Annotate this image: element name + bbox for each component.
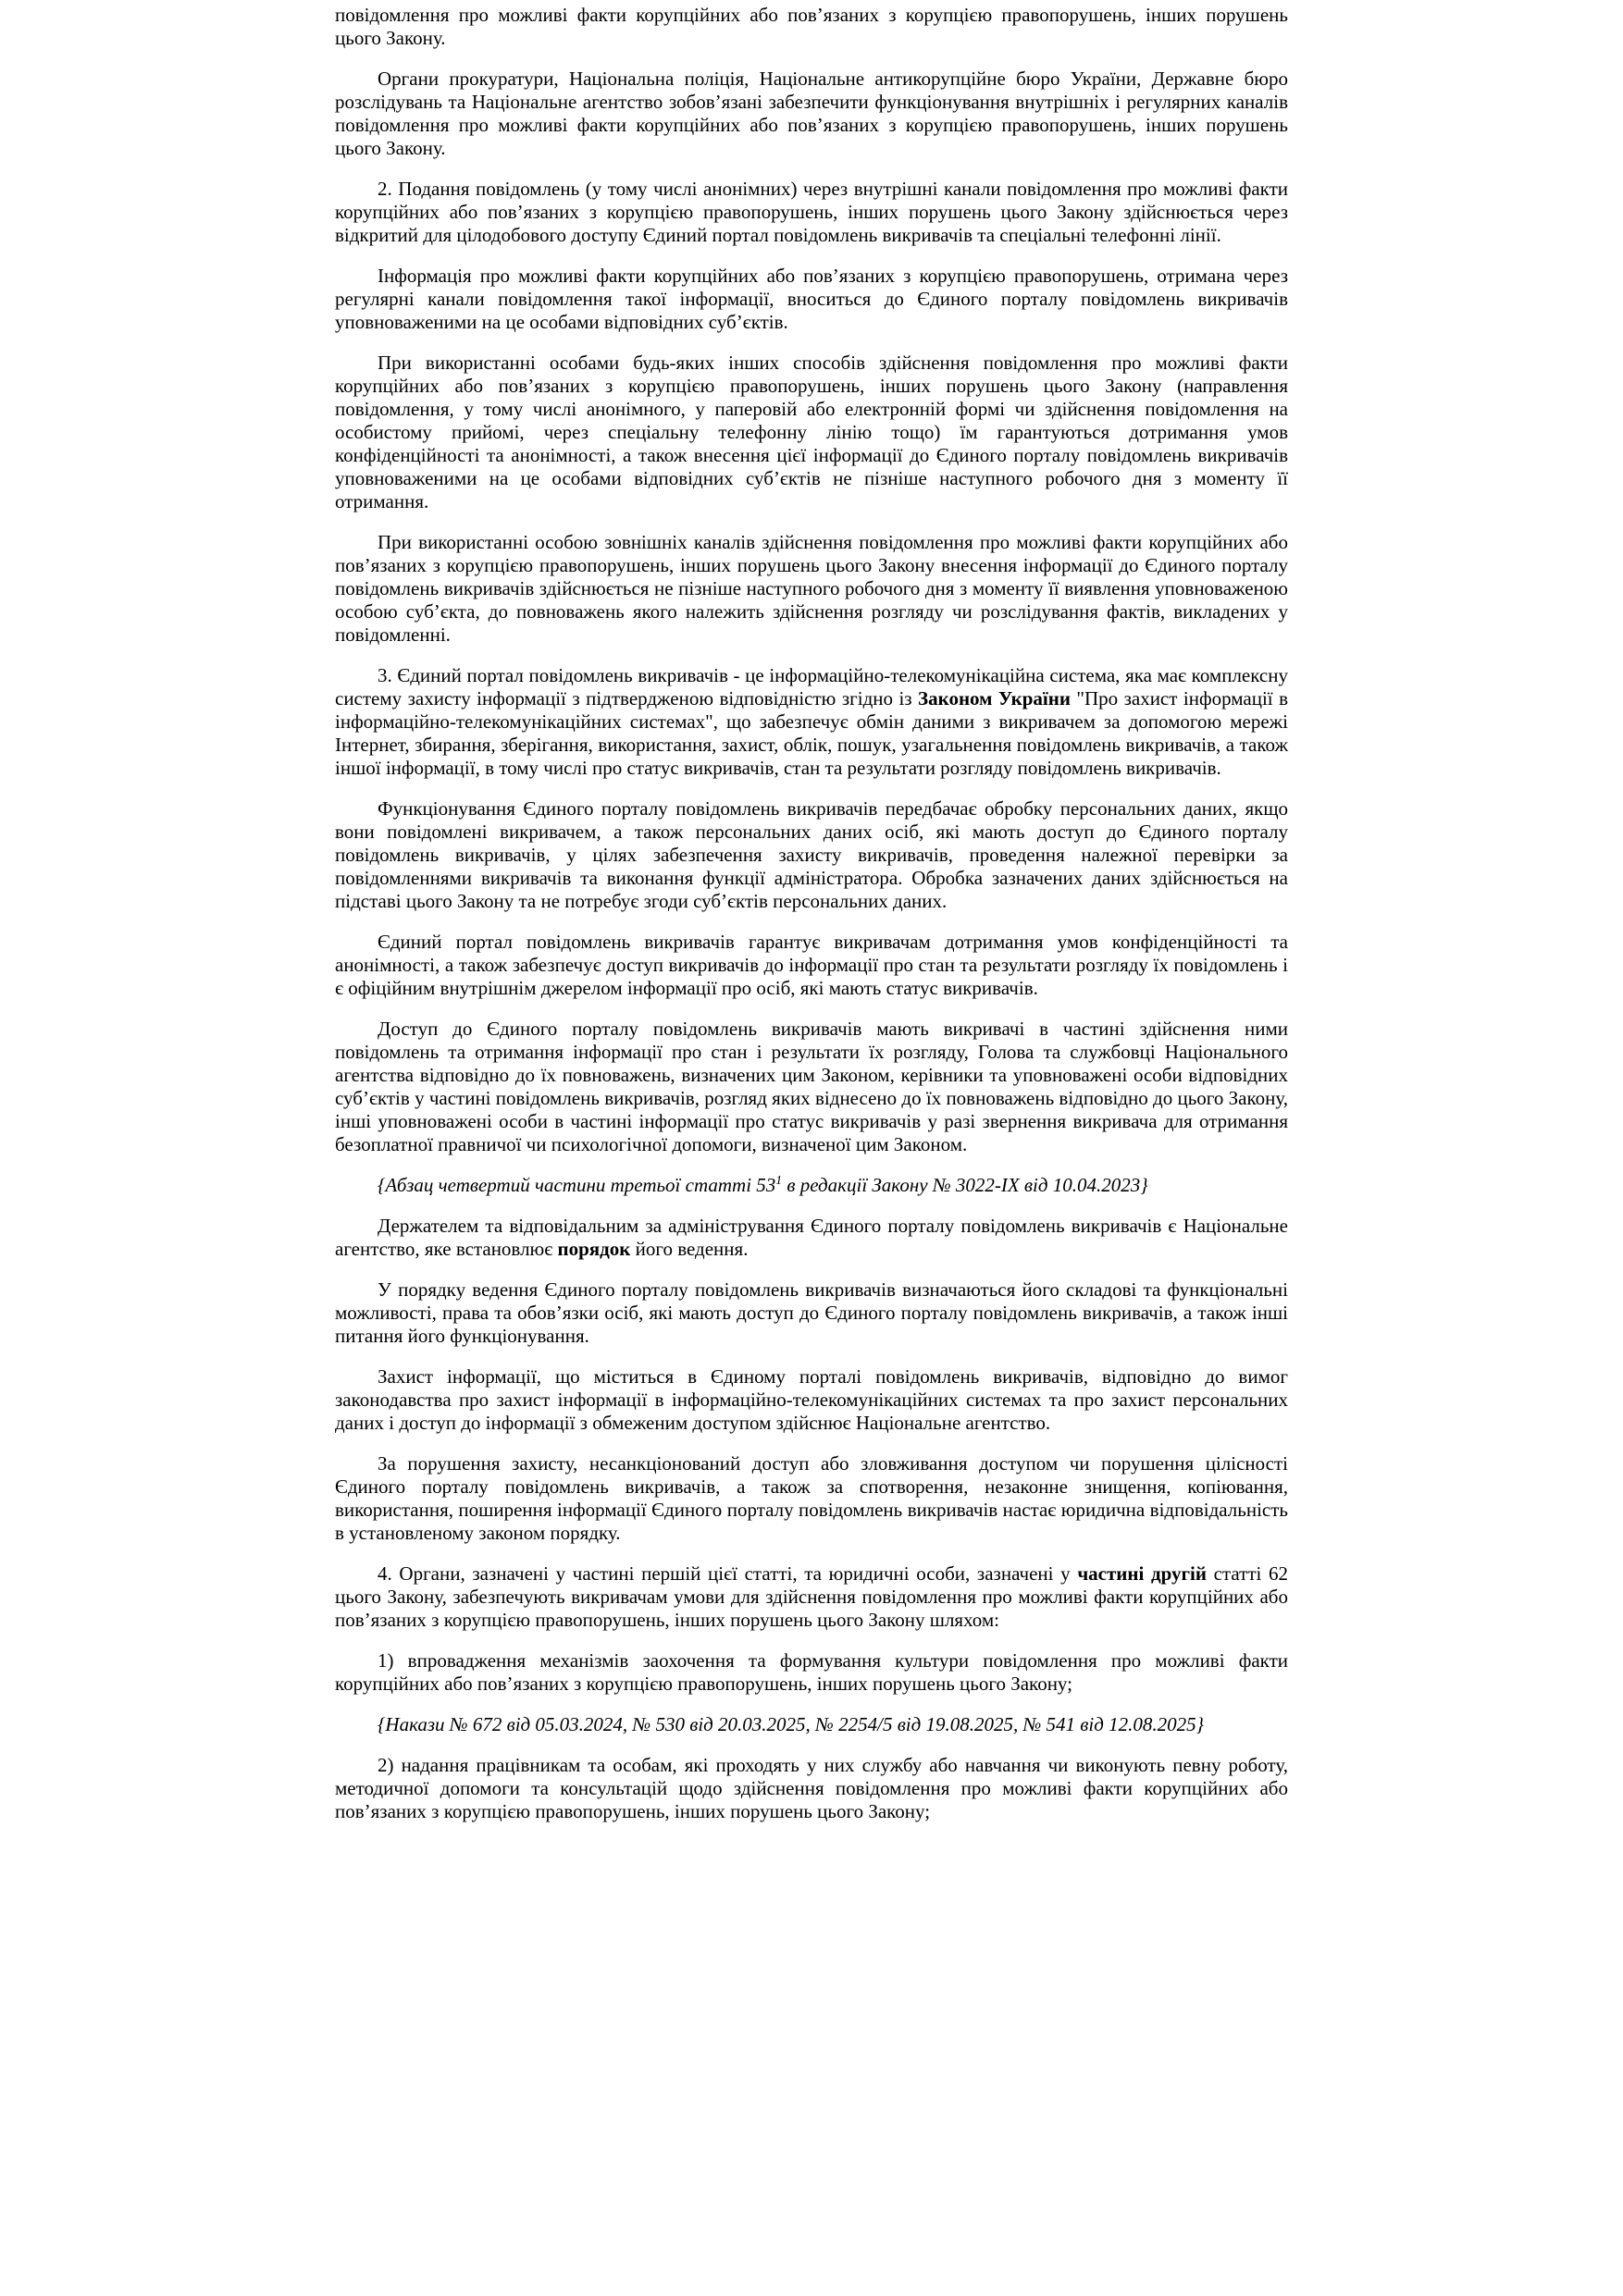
paragraph bbox=[335, 1649, 1288, 1696]
text-run: в редакції Закону № 3022-ІХ від 10.04.2023} bbox=[782, 1174, 1148, 1196]
text-run: 1) впровадження механізмів заохочення та формування культури повідомлення про можливі факти корупційних або пов’язаних з корупцією правопорушень, інших порушень цього Закону; bbox=[335, 1649, 1288, 1695]
paragraph bbox=[335, 1018, 1288, 1156]
text-run: При використанні особами будь-яких інших способів здійснення повідомлення про можливі факти корупційних або пов’язаних з корупцією правопорушень, інших порушень цього Закону (направлення повідомлення, у тому числі анонімного, у паперовій або електронній формі чи здійснення повідомлення на особистому прийомі, через спеціальну телефонну лінію тощо) їм гарантуються дотримання умов конфіденційності та анонімності, а також внесення цієї інформації до Єдиного порталу повідомлень викривачів уповноваженими на це особами відповідних суб’єктів не пізніше наступного робочого дня з моменту її отримання. bbox=[335, 352, 1288, 512]
text-run: Держателем та відповідальним за адміністрування Єдиного порталу повідомлень викривачів є Національне агентство, яке встановлює bbox=[335, 1215, 1288, 1260]
paragraph bbox=[335, 1754, 1288, 1823]
text-run: Захист інформації, що міститься в Єдиному порталі повідомлень викривачів, відповідно до вимог законодавства про захист інформації в інформаційно-телекомунікаційних системах та про захист персональних даних і доступ до інформації з обмеженим доступом здійснює Національне агентство. bbox=[335, 1365, 1288, 1434]
text-run: Функціонування Єдиного порталу повідомлень викривачів передбачає обробку персональних даних, якщо вони повідомлені викривачем, а також персональних даних осіб, які мають доступ до Єдиного порталу повідомлень викривачів, у цілях забезпечення захисту викривачів, проведення належної перевірки за повідомленнями викривачів та виконання функції адміністратора. Обробка зазначених даних здійснюється на підставі цього Закону та не потребує згоди суб’єктів персональних даних. bbox=[335, 797, 1288, 912]
text-run: {Накази № 672 від 05.03.2024, № 530 від 20.03.2025, № 2254/5 від 19.08.2025, № 541 від 12.08.2025} bbox=[378, 1713, 1205, 1735]
document-body bbox=[335, 0, 1288, 1823]
superscript: 1 bbox=[775, 1173, 783, 1187]
text-run: 2) надання працівникам та особам, які проходять у них службу або навчання чи виконують певну роботу, методичної допомоги та консультацій щодо здійснення повідомлення про можливі факти корупційних або пов’язаних з корупцією правопорушень, інших порушень цього Закону; bbox=[335, 1754, 1288, 1822]
paragraph bbox=[335, 1562, 1288, 1632]
text-run: Доступ до Єдиного порталу повідомлень викривачів мають викривачі в частині здійснення ними повідомлень та отримання інформації про стан і результати їх розгляду, Голова та службовці Національного агентства відповідно до їх повноважень, визначених цим Законом, керівники та уповноважені особи відповідних суб’єктів у частині повідомлень викривачів, розгляд яких віднесено до їх повноважень відповідно до цього Закону, інші уповноважені особи в частині інформації про статус викривачів у разі звернення викривача для отримання безоплатної правничої чи психологічної допомоги, визначеної цим Законом. bbox=[335, 1018, 1288, 1155]
text-run: Інформація про можливі факти корупційних або пов’язаних з корупцією правопорушень, отримана через регулярні канали повідомлення такої інформації, вноситься до Єдиного порталу повідомлень викривачів уповноваженими на це особами відповідних суб’єктів. bbox=[335, 265, 1288, 333]
text-run: {Абзац четвертий частини третьої статті 53 bbox=[378, 1174, 776, 1196]
paragraph bbox=[335, 664, 1288, 780]
paragraph bbox=[335, 4, 1288, 50]
paragraph bbox=[335, 1278, 1288, 1348]
text-run: 2. Подання повідомлень (у тому числі анонімних) через внутрішні канали повідомлення про можливі факти корупційних або пов’язаних з корупцією правопорушень, інших порушень цього Закону здійснюється через відкритий для цілодобового доступу Єдиний портал повідомлень викривачів та спеціальні телефонні лінії. bbox=[335, 178, 1288, 246]
text-run: Єдиний портал повідомлень викривачів гарантує викривачам дотримання умов конфіденційності та анонімності, а також забезпечує доступ викривачів до інформації про стан та результати розгляду їх повідомлень і є офіційним внутрішнім джерелом інформації про осіб, які мають статус викривачів. bbox=[335, 931, 1288, 999]
paragraph bbox=[335, 352, 1288, 513]
editorial-note bbox=[335, 1713, 1288, 1736]
law-link[interactable]: Законом України bbox=[918, 687, 1071, 710]
paragraph bbox=[335, 1215, 1288, 1261]
paragraph bbox=[335, 531, 1288, 647]
paragraph bbox=[335, 797, 1288, 913]
text-run: його ведення. bbox=[630, 1238, 749, 1260]
text-run: статті 62 цього Закону, забезпечують викривачам умови для здійснення повідомлення про можливі факти корупційних або пов’язаних з корупцією правопорушень, інших порушень цього Закону шляхом: bbox=[335, 1562, 1288, 1631]
text-run: 4. Органи, зазначені у частині першій цієї статті, та юридичні особи, зазначені у bbox=[378, 1562, 1078, 1585]
text-run: За порушення захисту, несанкціонований доступ або зловживання доступом чи порушення цілісності Єдиного порталу повідомлень викривачів, а також за спотворення, незаконне знищення, копіювання, використання, поширення інформації Єдиного порталу повідомлень викривачів настає юридична відповідальність в установленому законом порядку. bbox=[335, 1452, 1288, 1544]
paragraph bbox=[335, 931, 1288, 1000]
text-run: У порядку ведення Єдиного порталу повідомлень викривачів визначаються його складові та функціональні можливості, права та обов’язки осіб, які мають доступ до Єдиного порталу повідомлень викривачів, а також інші питання його функціонування. bbox=[335, 1278, 1288, 1347]
law-link[interactable]: частині другій bbox=[1077, 1562, 1207, 1585]
paragraph bbox=[335, 68, 1288, 160]
text-run: 3. Єдиний портал повідомлень викривачів - це інформаційно-телекомунікаційна система, яка має комплексну систему захисту інформації з підтвердженою відповідністю згідно із bbox=[335, 664, 1288, 710]
law-link[interactable]: порядок bbox=[557, 1238, 631, 1260]
paragraph bbox=[335, 178, 1288, 247]
paragraph bbox=[335, 1365, 1288, 1435]
text-run: При використанні особою зовнішніх каналів здійснення повідомлення про можливі факти корупційних або пов’язаних з корупцією правопорушень, інших порушень цього Закону внесення інформації до Єдиного порталу повідомлень викривачів здійснюється не пізніше наступного робочого дня з моменту її виявлення уповноваженою особою суб’єкта, до повноважень якого належить здійснення розгляду чи розслідування фактів, викладених у повідомленні. bbox=[335, 531, 1288, 646]
editorial-note bbox=[335, 1174, 1288, 1197]
text-run: Органи прокуратури, Національна поліція, Національне антикорупційне бюро України, Державне бюро розслідувань та Національне агентство зобов’язані забезпечити функціонування внутрішніх і регулярних каналів повідомлення про можливі факти корупційних або пов’язаних з корупцією правопорушень, інших порушень цього Закону. bbox=[335, 68, 1288, 159]
paragraph bbox=[335, 1452, 1288, 1545]
text-run: повідомлення про можливі факти корупційних або пов’язаних з корупцією правопорушень, інших порушень цього Закону. bbox=[335, 4, 1288, 49]
paragraph bbox=[335, 265, 1288, 334]
text-run: "Про захист інформації в інформаційно-телекомунікаційних системах", що забезпечує обмін даними з викривачем за допомогою мережі Інтернет, збирання, зберігання, використання, захист, облік, пошук, узагальнення повідомлень викривачів, а також іншої інформації, в тому числі про статус викривачів, стан та результати розгляду повідомлень викривачів. bbox=[335, 687, 1288, 779]
